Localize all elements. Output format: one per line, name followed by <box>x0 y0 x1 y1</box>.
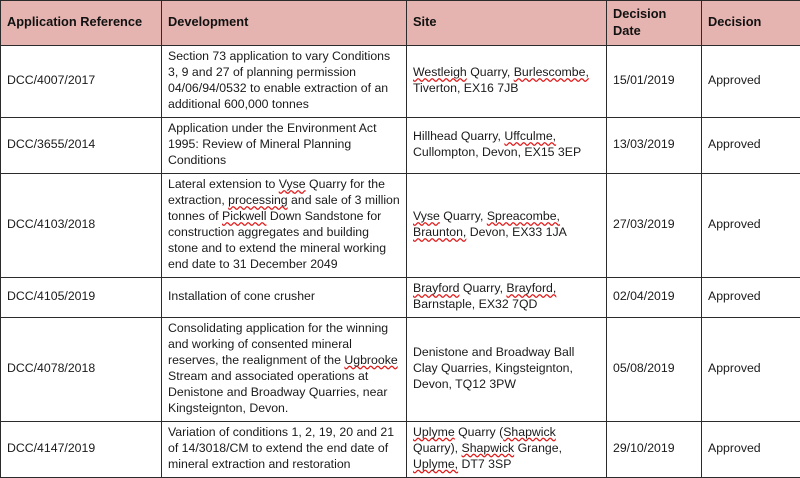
column-header-site: Site <box>407 1 607 46</box>
cell-decision-text: Approved <box>708 289 794 305</box>
table-row <box>1 174 800 278</box>
cell-site <box>407 421 607 477</box>
table-header <box>1 1 800 46</box>
table-row <box>1 118 800 174</box>
cell-decision-date-text: 15/01/2019 <box>613 73 695 89</box>
cell-application-reference-text: DCC/3655/2014 <box>7 137 155 153</box>
cell-decision-text: Approved <box>708 137 794 153</box>
cell-application-reference <box>1 118 162 174</box>
cell-site <box>407 174 607 278</box>
table-row <box>1 278 800 318</box>
cell-site-text: Vyse Quarry, Spreacombe, Braunton, Devon, EX33 1JA <box>413 209 600 241</box>
cell-site-text: Westleigh Quarry, Burlescombe, Tiverton, EX16 7JB <box>413 65 600 97</box>
cell-decision-text: Approved <box>708 217 794 233</box>
cell-application-reference <box>1 421 162 477</box>
cell-development-text: Application under the Environment Act 1995: Review of Mineral Planning Conditions <box>168 121 400 169</box>
cell-development <box>162 46 407 118</box>
table-header-row <box>1 1 800 46</box>
cell-decision-text: Approved <box>708 361 794 377</box>
cell-site <box>407 278 607 318</box>
cell-site-text: Hillhead Quarry, Uffculme, Cullompton, Devon, EX15 3EP <box>413 129 600 161</box>
cell-application-reference <box>1 46 162 118</box>
column-header-decision-date: Decision Date <box>607 1 702 46</box>
cell-site-text: Denistone and Broadway Ball Clay Quarries, Kingsteignton, Devon, TQ12 3PW <box>413 345 600 393</box>
cell-decision-date <box>607 118 702 174</box>
cell-decision-text: Approved <box>708 73 794 89</box>
cell-decision <box>702 421 800 477</box>
cell-development <box>162 421 407 477</box>
cell-decision <box>702 174 800 278</box>
column-header-application-reference: Application Reference <box>1 1 162 46</box>
cell-decision <box>702 278 800 318</box>
cell-development-text: Lateral extension to Vyse Quarry for the extraction, processing and sale of 3 million tonnes of Pickwell Down Sandstone for construction aggregates and building stone and to extend the mineral working end date to 31 December 2049 <box>168 177 400 273</box>
cell-application-reference-text: DCC/4147/2019 <box>7 441 155 457</box>
cell-application-reference <box>1 318 162 422</box>
table-row <box>1 421 800 477</box>
column-header-development: Development <box>162 1 407 46</box>
cell-site <box>407 46 607 118</box>
cell-decision-date <box>607 318 702 422</box>
table-body <box>1 46 800 478</box>
cell-development-text: Variation of conditions 1, 2, 19, 20 and 21 of 14/3018/CM to extend the end date of mineral extraction and restoration <box>168 425 400 473</box>
cell-decision-date <box>607 278 702 318</box>
cell-application-reference-text: DCC/4105/2019 <box>7 289 155 305</box>
table-row <box>1 46 800 118</box>
cell-decision <box>702 46 800 118</box>
cell-decision-date-text: 02/04/2019 <box>613 289 695 305</box>
cell-decision-date-text: 05/08/2019 <box>613 361 695 377</box>
cell-decision-date <box>607 174 702 278</box>
cell-decision <box>702 118 800 174</box>
cell-application-reference-text: DCC/4007/2017 <box>7 73 155 89</box>
cell-decision-text: Approved <box>708 441 794 457</box>
table-row <box>1 318 800 422</box>
cell-site <box>407 118 607 174</box>
cell-development-text: Section 73 application to vary Conditions 3, 9 and 27 of planning permission 04/06/94/0532 to enable extraction of an additional 600,000 tonnes <box>168 49 400 113</box>
cell-decision <box>702 318 800 422</box>
cell-site-text: Brayford Quarry, Brayford, Barnstaple, EX32 7QD <box>413 281 600 313</box>
cell-application-reference <box>1 278 162 318</box>
cell-development <box>162 318 407 422</box>
cell-development <box>162 174 407 278</box>
cell-decision-date <box>607 46 702 118</box>
cell-decision-date-text: 27/03/2019 <box>613 217 695 233</box>
cell-site-text: Uplyme Quarry (Shapwick Quarry), Shapwick Grange, Uplyme, DT7 3SP <box>413 425 600 473</box>
cell-application-reference-text: DCC/4078/2018 <box>7 361 155 377</box>
cell-development <box>162 278 407 318</box>
cell-decision-date-text: 13/03/2019 <box>613 137 695 153</box>
cell-site <box>407 318 607 422</box>
cell-application-reference-text: DCC/4103/2018 <box>7 217 155 233</box>
cell-development <box>162 118 407 174</box>
cell-development-text: Installation of cone crusher <box>168 289 400 305</box>
column-header-decision: Decision <box>702 1 800 46</box>
cell-development-text: Consolidating application for the winning and working of consented mineral reserves, the realignment of the Ugbrooke Stream and associated operations at Denistone and Broadway Quarries, near Kingsteignton, Devon. <box>168 321 400 417</box>
cell-decision-date-text: 29/10/2019 <box>613 441 695 457</box>
cell-decision-date <box>607 421 702 477</box>
cell-application-reference <box>1 174 162 278</box>
